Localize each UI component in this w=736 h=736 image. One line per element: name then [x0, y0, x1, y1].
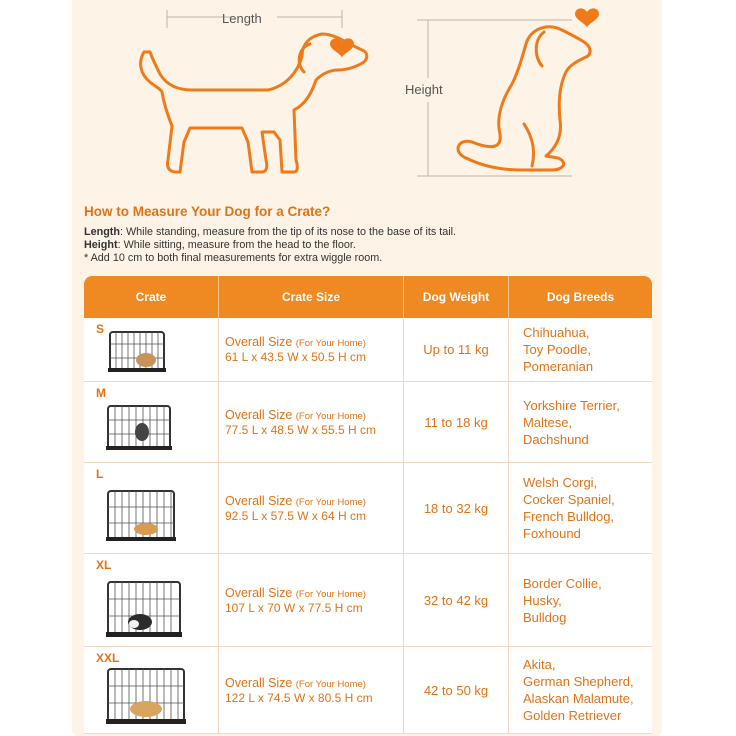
dog-breeds-cell: [509, 463, 652, 554]
dog-weight-cell: 42 to 50 kg: [404, 647, 509, 734]
table-header-row: [84, 276, 652, 318]
length-label: Length: [222, 11, 262, 26]
size-tag: XXL: [96, 651, 120, 665]
size-tag: S: [96, 322, 105, 336]
crate-cell: [84, 647, 219, 734]
crate-cell: [84, 382, 219, 463]
sitting-dog-leg-icon: [524, 124, 534, 166]
crate-size-cell: [219, 554, 404, 647]
dog-breeds-cell: [509, 382, 652, 463]
crate-dimensions: 77.5 L x 48.5 W x 55.5 H cm: [225, 422, 376, 437]
breed-item: Yorkshire Terrier,: [523, 397, 620, 413]
measure-instructions: [84, 226, 456, 266]
overall-size-label: Overall Size: [225, 407, 293, 422]
crate-dimensions: 122 L x 74.5 W x 80.5 H cm: [225, 690, 373, 705]
table-row: [84, 318, 652, 382]
breed-item: Bulldog: [523, 609, 567, 625]
length-text: : While standing, measure from the tip of its nose to the base of its tail.: [119, 226, 457, 238]
dog-breeds-cell: [509, 554, 652, 647]
overall-size-note: (For Your Home): [295, 338, 366, 349]
size-tag: XL: [96, 558, 112, 572]
length-term: Length: [84, 226, 120, 238]
page-title: How to Measure Your Dog for a Crate?: [84, 204, 331, 219]
measurement-diagram: [72, 0, 662, 190]
heart-icon: [575, 8, 599, 28]
crate-dimensions: 61 L x 43.5 W x 50.5 H cm: [225, 350, 366, 364]
overall-size-label: Overall Size: [225, 335, 293, 349]
header-crate-size: Crate Size: [219, 276, 404, 318]
dog-weight-cell: Up to 11 kg: [404, 318, 509, 382]
crate-dimensions: 92.5 L x 57.5 W x 64 H cm: [225, 508, 366, 523]
height-term: Height: [84, 239, 118, 252]
breed-item: Akita,: [523, 657, 556, 672]
crate-dimensions: 107 L x 70 W x 77.5 H cm: [225, 600, 363, 615]
crate-image-icon: [84, 463, 218, 553]
crate-cell: [84, 318, 219, 382]
overall-size-label: Overall Size: [225, 675, 293, 690]
height-text: : While sitting, measure from the head to the floor.: [117, 239, 356, 252]
crate-image-icon: [84, 318, 218, 381]
breed-item: German Shepherd,: [523, 674, 634, 689]
dog-weight-cell: 32 to 42 kg: [404, 554, 509, 647]
height-instruction: [84, 239, 456, 252]
overall-size-note: (For Your Home): [295, 678, 366, 690]
crate-size-cell: [219, 382, 404, 463]
standing-dog-icon: [141, 34, 367, 172]
breed-item: Alaskan Malamute,: [523, 691, 634, 706]
crate-size-cell: [219, 318, 404, 382]
length-instruction: [84, 226, 456, 239]
header-dog-weight: Dog Weight: [404, 276, 509, 318]
size-tag: L: [96, 467, 104, 481]
breed-item: Border Collie,: [523, 575, 602, 591]
crate-size-cell: [219, 647, 404, 734]
overall-size-note: (For Your Home): [295, 588, 366, 600]
table-row: [84, 647, 652, 734]
dog-weight-cell: 18 to 32 kg: [404, 463, 509, 554]
overall-size-label: Overall Size: [225, 493, 293, 508]
header-dog-breeds: Dog Breeds: [509, 276, 652, 318]
breed-item: Maltese,: [523, 414, 573, 430]
breed-item: Foxhound: [523, 526, 581, 541]
breed-item: Chihuahua,: [523, 325, 590, 340]
crate-cell: [84, 554, 219, 647]
size-tag: M: [96, 386, 106, 400]
sitting-dog-icon: [458, 27, 590, 170]
breed-item: French Bulldog,: [523, 509, 615, 524]
breed-item: Husky,: [523, 592, 562, 608]
breed-item: Pomeranian: [523, 359, 594, 374]
breed-item: Golden Retriever: [523, 708, 622, 723]
sitting-dog-ear-icon: [536, 32, 544, 66]
dog-breeds-cell: [509, 318, 652, 382]
overall-size-label: Overall Size: [225, 585, 293, 600]
header-crate: Crate: [84, 276, 219, 318]
breed-item: Welsh Corgi,: [523, 475, 598, 490]
breed-item: Cocker Spaniel,: [523, 492, 615, 507]
table-row: [84, 463, 652, 554]
breed-item: Toy Poodle,: [523, 342, 591, 357]
overall-size-note: (For Your Home): [295, 496, 366, 508]
crate-size-table: [84, 276, 652, 734]
crate-size-cell: [219, 463, 404, 554]
height-label: Height: [405, 82, 443, 97]
table-row: [84, 554, 652, 647]
breed-item: Dachshund: [523, 431, 589, 447]
dog-breeds-cell: [509, 647, 652, 734]
crate-cell: [84, 463, 219, 554]
tip-note: * Add 10 cm to both final measurements for extra wiggle room.: [84, 252, 383, 265]
dog-weight-cell: 11 to 18 kg: [404, 382, 509, 463]
overall-size-note: (For Your Home): [295, 410, 366, 422]
table-row: [84, 382, 652, 463]
